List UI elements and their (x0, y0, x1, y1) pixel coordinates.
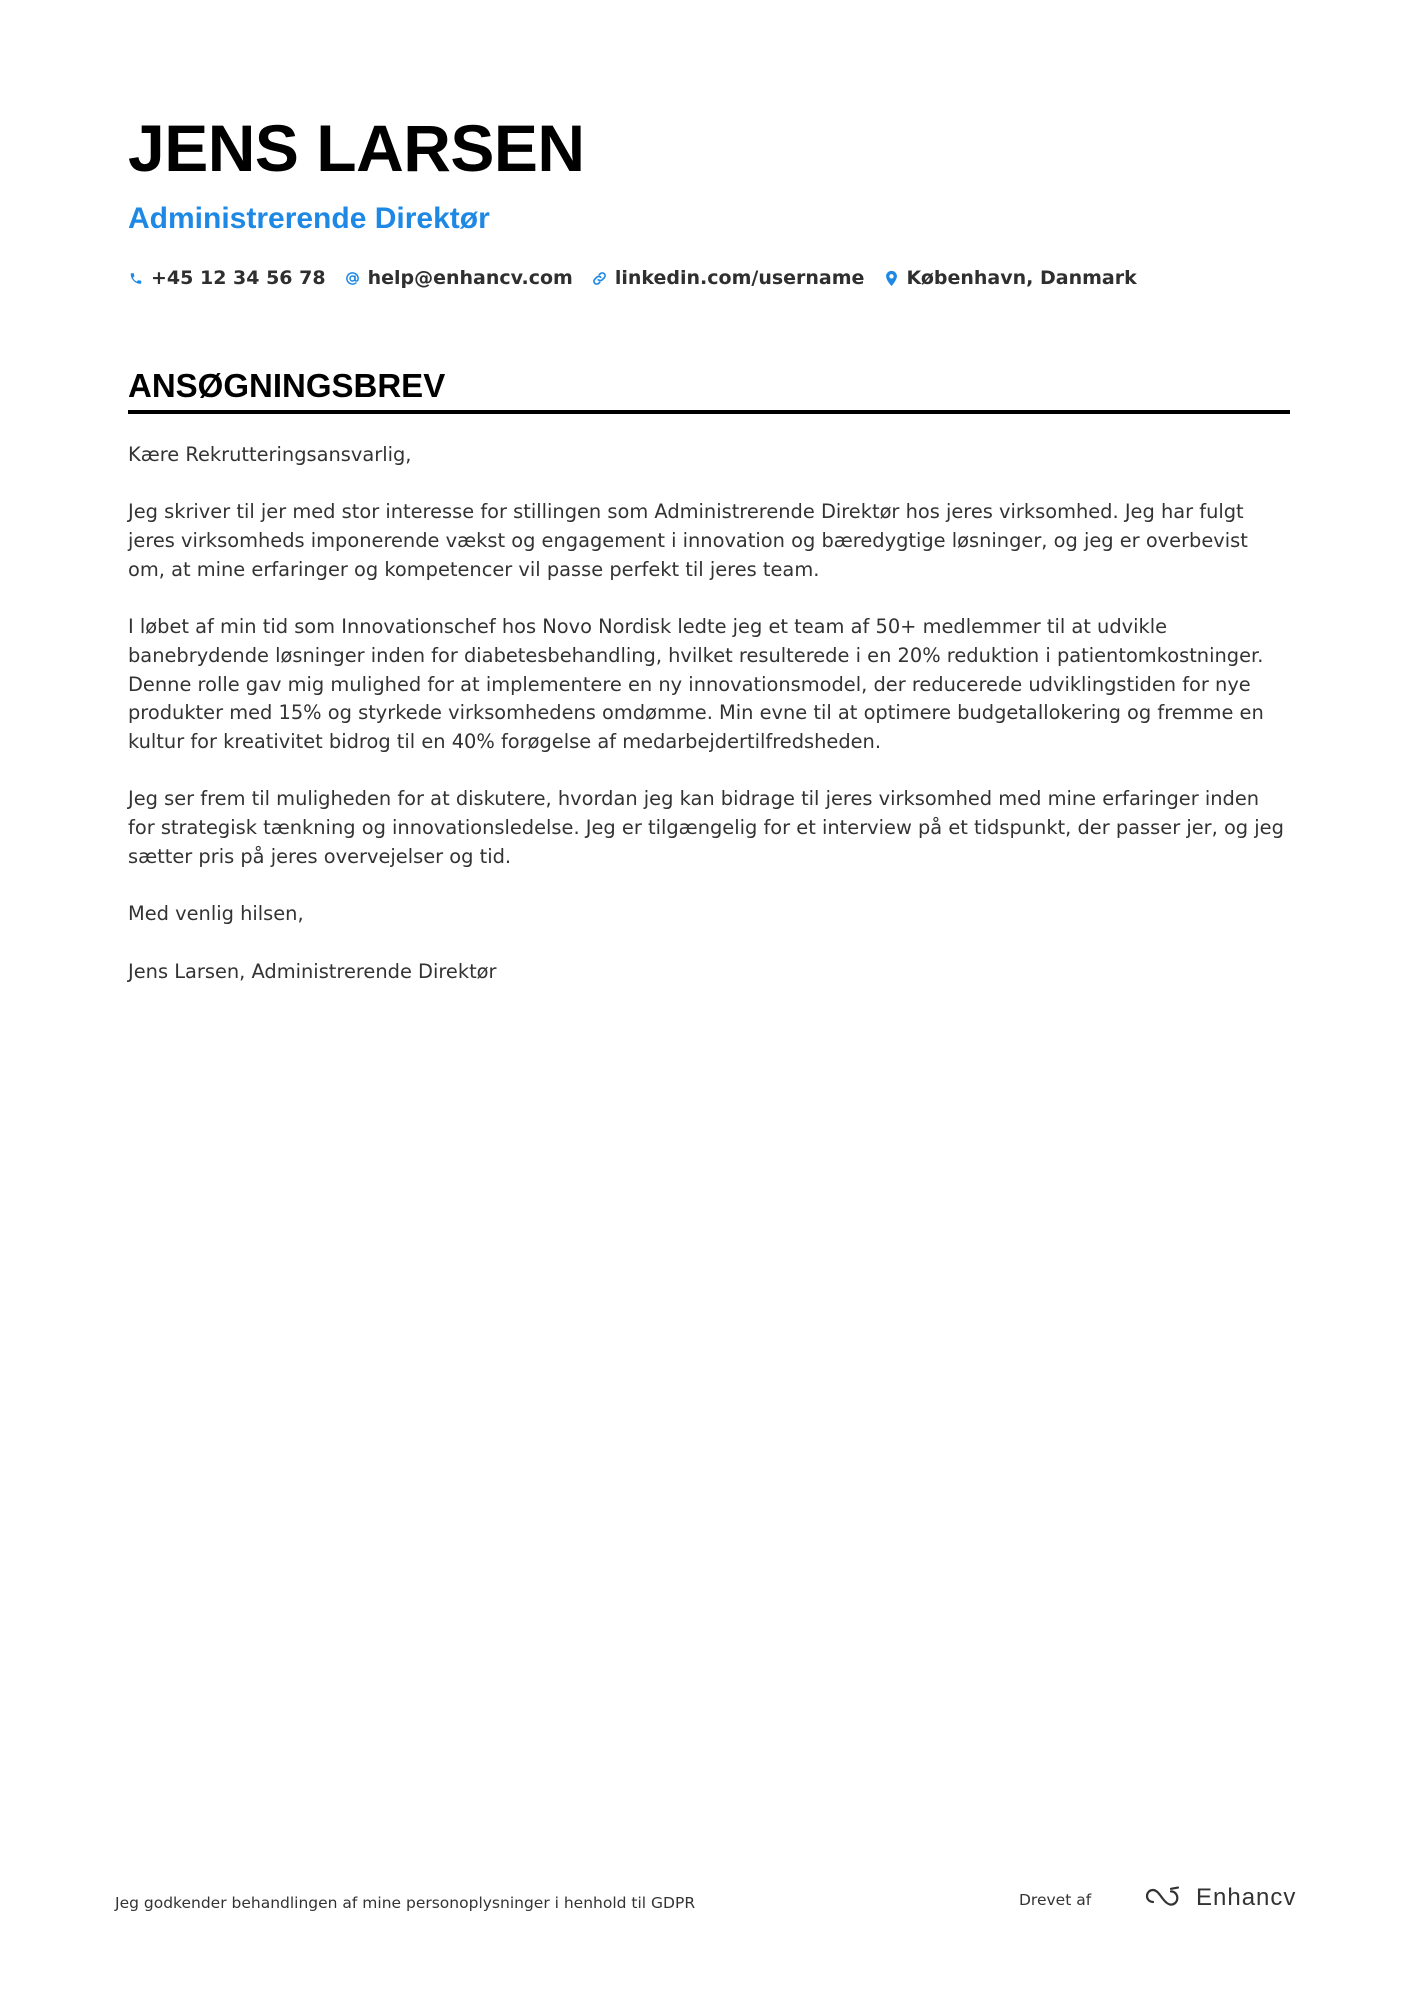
applicant-job-title: Administrerende Direktør (128, 202, 490, 235)
resume-header (128, 110, 1290, 289)
enhancv-brand-link[interactable] (1140, 1883, 1296, 1913)
location-pin-icon (883, 269, 899, 287)
link-icon (592, 269, 608, 287)
contact-email-text: help@enhancv.com (367, 267, 573, 289)
letter-signature: Jens Larsen, Administrerende Direktør (128, 959, 497, 983)
contact-email[interactable] (345, 267, 573, 289)
gdpr-consent-note: Jeg godkender behandlingen af mine personoplysninger i henhold til GDPR (115, 1894, 696, 1912)
at-icon (345, 269, 361, 287)
contact-phone-text: +45 12 34 56 78 (151, 267, 326, 289)
letter-paragraph-1: Jeg skriver til jer med stor interesse for stillingen som Administrerende Direktør hos jeres virksomhed. Jeg har fulgt jeres virksomheds imponerende vækst og engagement i innovation og bæredygtige løsninger, og jeg er overbevist om, at mine erfaringer og kompetencer vil passe perfekt til jeres team. (128, 500, 1248, 581)
letter-body (128, 441, 1290, 1015)
contact-phone (128, 267, 326, 289)
letter-paragraph-3: Jeg ser frem til muligheden for at diskutere, hvordan jeg kan bidrage til jeres virksomhed med mine erfaringer inden for strategisk tænkning og innovationsledelse. Jeg er tilgængelig for et interview på et tidspunkt, der passer jer, og jeg sætter pris på jeres overvejelser og tid. (128, 787, 1284, 868)
contact-location (883, 267, 1136, 289)
letter-paragraph-2: I løbet af min tid som Innovationschef hos Novo Nordisk ledte jeg et team af 50+ medlemmer til at udvikle banebrydende løsninger inden for diabetesbehandling, hvilket resulterede i en 20% reduktion i patientomkostninger. Denne rolle gav mig mulighed for at implementere en ny innovationsmodel, der reducerede udviklingstiden for nye produkter med 15% og styrkede virksomhedens omdømme. Min evne til at optimere budgetallokering og fremme en kultur for kreativitet bidrog til en 40% forøgelse af medarbejdertilfredsheden. (128, 615, 1264, 753)
section-title: ANSØGNINGSBREV (128, 367, 446, 404)
enhancv-logo-icon (1140, 1883, 1188, 1913)
contact-info (128, 267, 1290, 289)
contact-linkedin-text: linkedin.com/username (614, 267, 865, 289)
contact-linkedin[interactable] (592, 267, 865, 289)
applicant-name: JENS LARSEN (128, 111, 585, 185)
section-divider (128, 410, 1290, 414)
letter-greeting: Kære Rekrutteringsansvarlig, (128, 443, 412, 466)
letter-closing: Med venlig hilsen, (128, 902, 304, 926)
phone-icon (128, 269, 144, 287)
powered-by-label: Drevet af (1019, 1891, 1092, 1909)
enhancv-brand-name: Enhancv (1196, 1884, 1297, 1911)
contact-location-text: København, Danmark (906, 267, 1137, 289)
